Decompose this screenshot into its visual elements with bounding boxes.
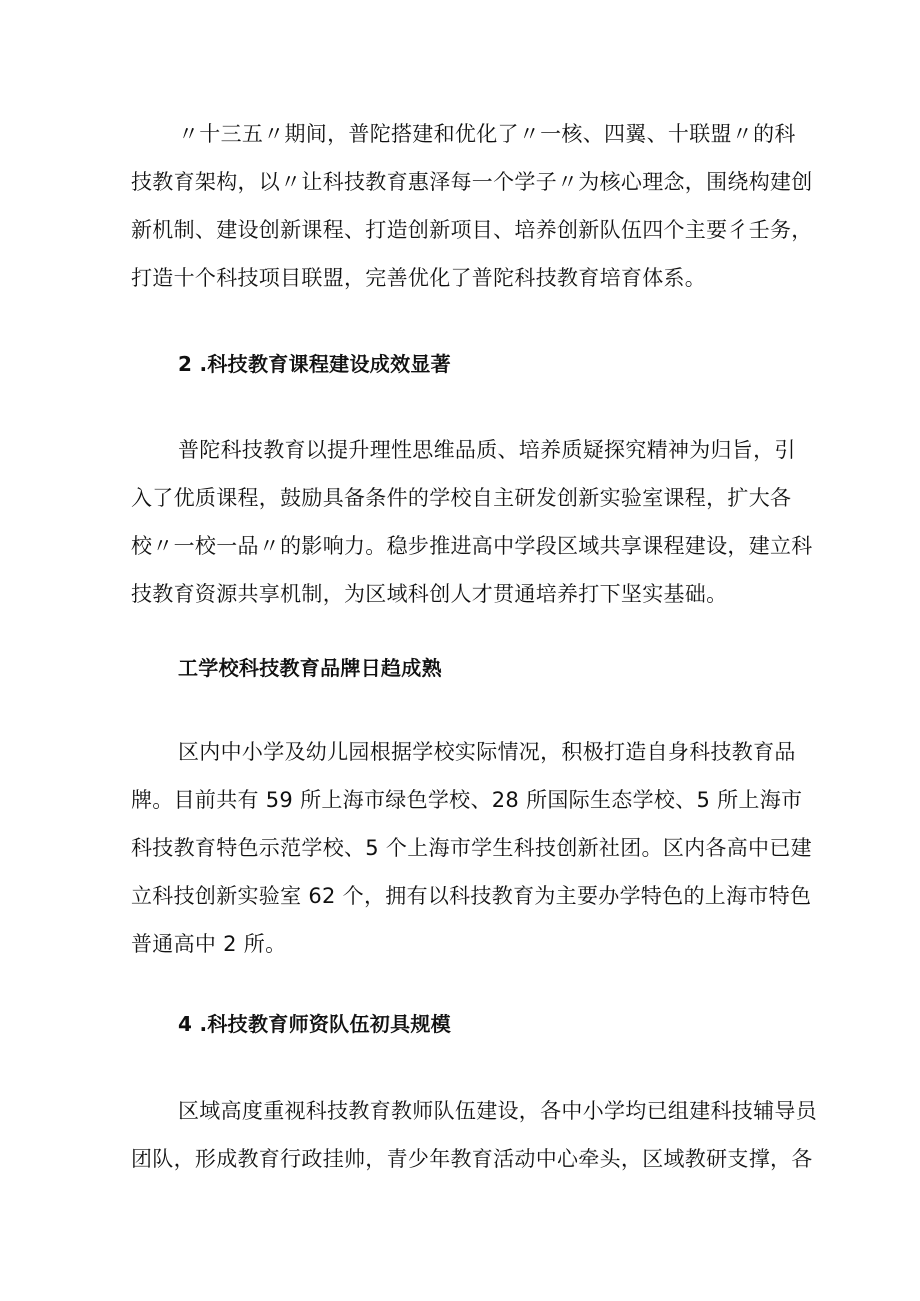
text-line: 〃十三五〃期间，普陀搭建和优化了〃一核、四翼、十联盟〃的科: [178, 122, 796, 146]
text-line: 技教育资源共享机制，为区域科创人才贯通培养打下坚实基础。: [131, 582, 728, 606]
text-line: 区内中小学及幼儿园根据学校实际情况，积极打造自身科技教育品: [178, 740, 796, 764]
text-line: 新机制、建设创新课程、打造创新项目、培养创新队伍四个主要彳壬务，: [131, 218, 813, 242]
text-line: 团队，形成教育行政挂帅，青少年教育活动中心牵头，区域教研支撑，各: [131, 1147, 813, 1171]
paragraph-3: [131, 728, 812, 968]
section-heading-2: 2 .科技教育课程建设成效显著: [178, 352, 451, 376]
text-line: 入了优质课程，鼓励具备条件的学校自主研发创新实验室课程，扩大各: [131, 486, 792, 510]
paragraph-4: [131, 1087, 817, 1183]
text-line: 立科技创新实验室 62 个，拥有以科技教育为主要办学特色的上海市特色: [131, 884, 812, 908]
text-line: 技教育架构，以〃让科技教育惠泽每一个学子〃为核心理念，围绕构建创: [131, 170, 813, 194]
text-line: 科技教育特色示范学校、5 个上海市学生科技创新社团。区内各高中已建: [131, 836, 812, 860]
section-heading-3: 工学校科技教育品牌日趋成熟: [178, 656, 442, 680]
section-heading-4: 4 .科技教育师资队伍初具规模: [178, 1012, 451, 1036]
text-line: 区域高度重视科技教育教师队伍建设，各中小学均已组建科技辅导员: [178, 1099, 817, 1123]
text-line: 牌。目前共有 59 所上海市绿色学校、28 所国际生态学校、5 所上海市: [131, 788, 803, 812]
paragraph-2: [131, 426, 813, 618]
paragraph-1: [131, 110, 813, 302]
text-line: 普陀科技教育以提升理性思维品质、培养质疑探究精神为归旨，引: [178, 438, 796, 462]
text-line: 打造十个科技项目联盟，完善优化了普陀科技教育培育体系。: [131, 266, 707, 290]
text-line: 校〃一校一品〃的影响力。稳步推进高中学段区域共享课程建设，建立科: [131, 534, 813, 558]
text-line: 普通高中 2 所。: [131, 932, 287, 956]
